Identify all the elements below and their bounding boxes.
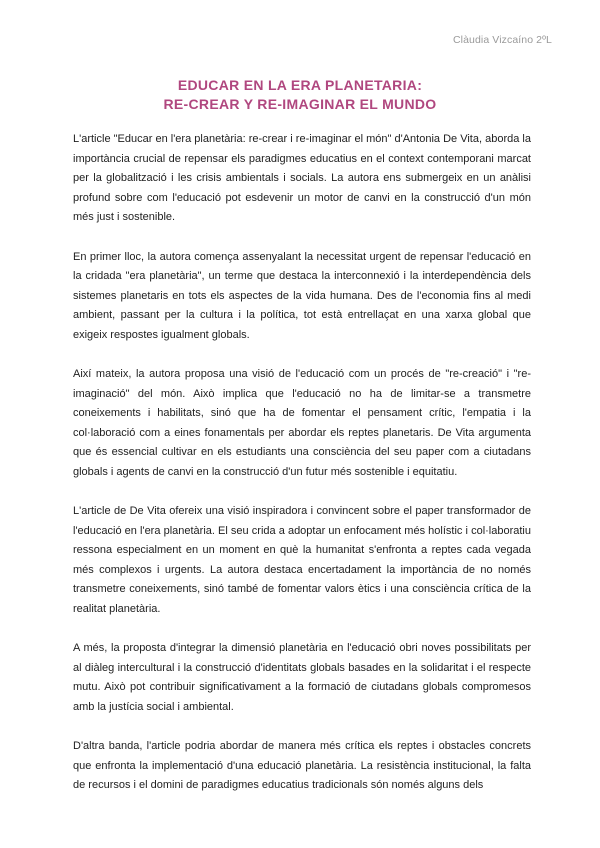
document-body <box>73 130 531 816</box>
author-header: Clàudia Vizcaíno 2ºL <box>452 34 552 46</box>
paragraph-3: Així mateix, la autora proposa una visió de l'educació com un procés de "re-creació" i "re-imaginació" del món. Això implica que l'educació no ha de limitar-se a transmetre coneixements i habilitats, sinó que ha de fomentar el pensament crític, l'empatia i la col·laboració com a eines fonamentals per abordar els reptes planetaris. De Vita argumenta que és essencial cultivar en els estudiants una consciència del seu paper com a ciutadans globals i agents de canvi en la construcció d'un futur més sostenible i equitatiu. <box>73 368 531 478</box>
paragraph-2: En primer lloc, la autora comença assenyalant la necessitat urgent de repensar l'educació en la cridada "era planetària", un terme que destaca la interconnexió i la interdependència dels sistemes planetaris en tots els aspectes de la vida humana. Des de l'economia fins al medi ambient, passant per la cultura i la política, tot està entrellaçat en una xarxa global que exigeix respostes igualment globals. <box>73 250 531 341</box>
paragraph-1: L'article "Educar en l'era planetària: re-crear i re-imaginar el món" d'Antonia De Vita, aborda la importància crucial de repensar els paradigmes educatius en el context contemporani marcat per la globalització i les crisis ambientals i socials. La autora ens submergeix en un anàlisi profund sobre com l'educació pot esdevenir un motor de canvi en la construcció d'un món més just i sostenible. <box>73 133 531 223</box>
title-line-1: EDUCAR EN LA ERA PLANETARIA: <box>177 77 423 93</box>
paragraph-4: L'article de De Vita ofereix una visió inspiradora i convincent sobre el paper transformador de l'educació en l'era planetària. El seu crida a adoptar un enfocament més holístic i col·laboratiu ressona especialment en un moment en què la humanitat s'enfronta a reptes cada vegada més complexos i urgents. La autora destaca encertadament la importància de no només transmetre coneixements, sinó també de fomentar valors ètics i una consciència crítica de la realitat planetària. <box>73 505 531 615</box>
document-title <box>0 76 600 114</box>
title-line-2: RE-CREAR Y RE-IMAGINAR EL MUNDO <box>163 96 437 112</box>
paragraph-6: D'altra banda, l'article podria abordar de manera més crítica els reptes i obstacles concrets que enfronta la implementació d'una educació planetària. La resistència institucional, la falta de recursos i el domini de paradigmes educatius tradicionals són només alguns dels <box>73 740 531 791</box>
paragraph-5: A més, la proposta d'integrar la dimensió planetària en l'educació obri noves possibilitats per al diàleg intercultural i la construcció d'identitats globals basades en la solidaritat i el respecte mutu. Això pot contribuir significativament a la formació de ciutadans globals compromesos amb la justícia social i ambiental. <box>73 642 531 713</box>
